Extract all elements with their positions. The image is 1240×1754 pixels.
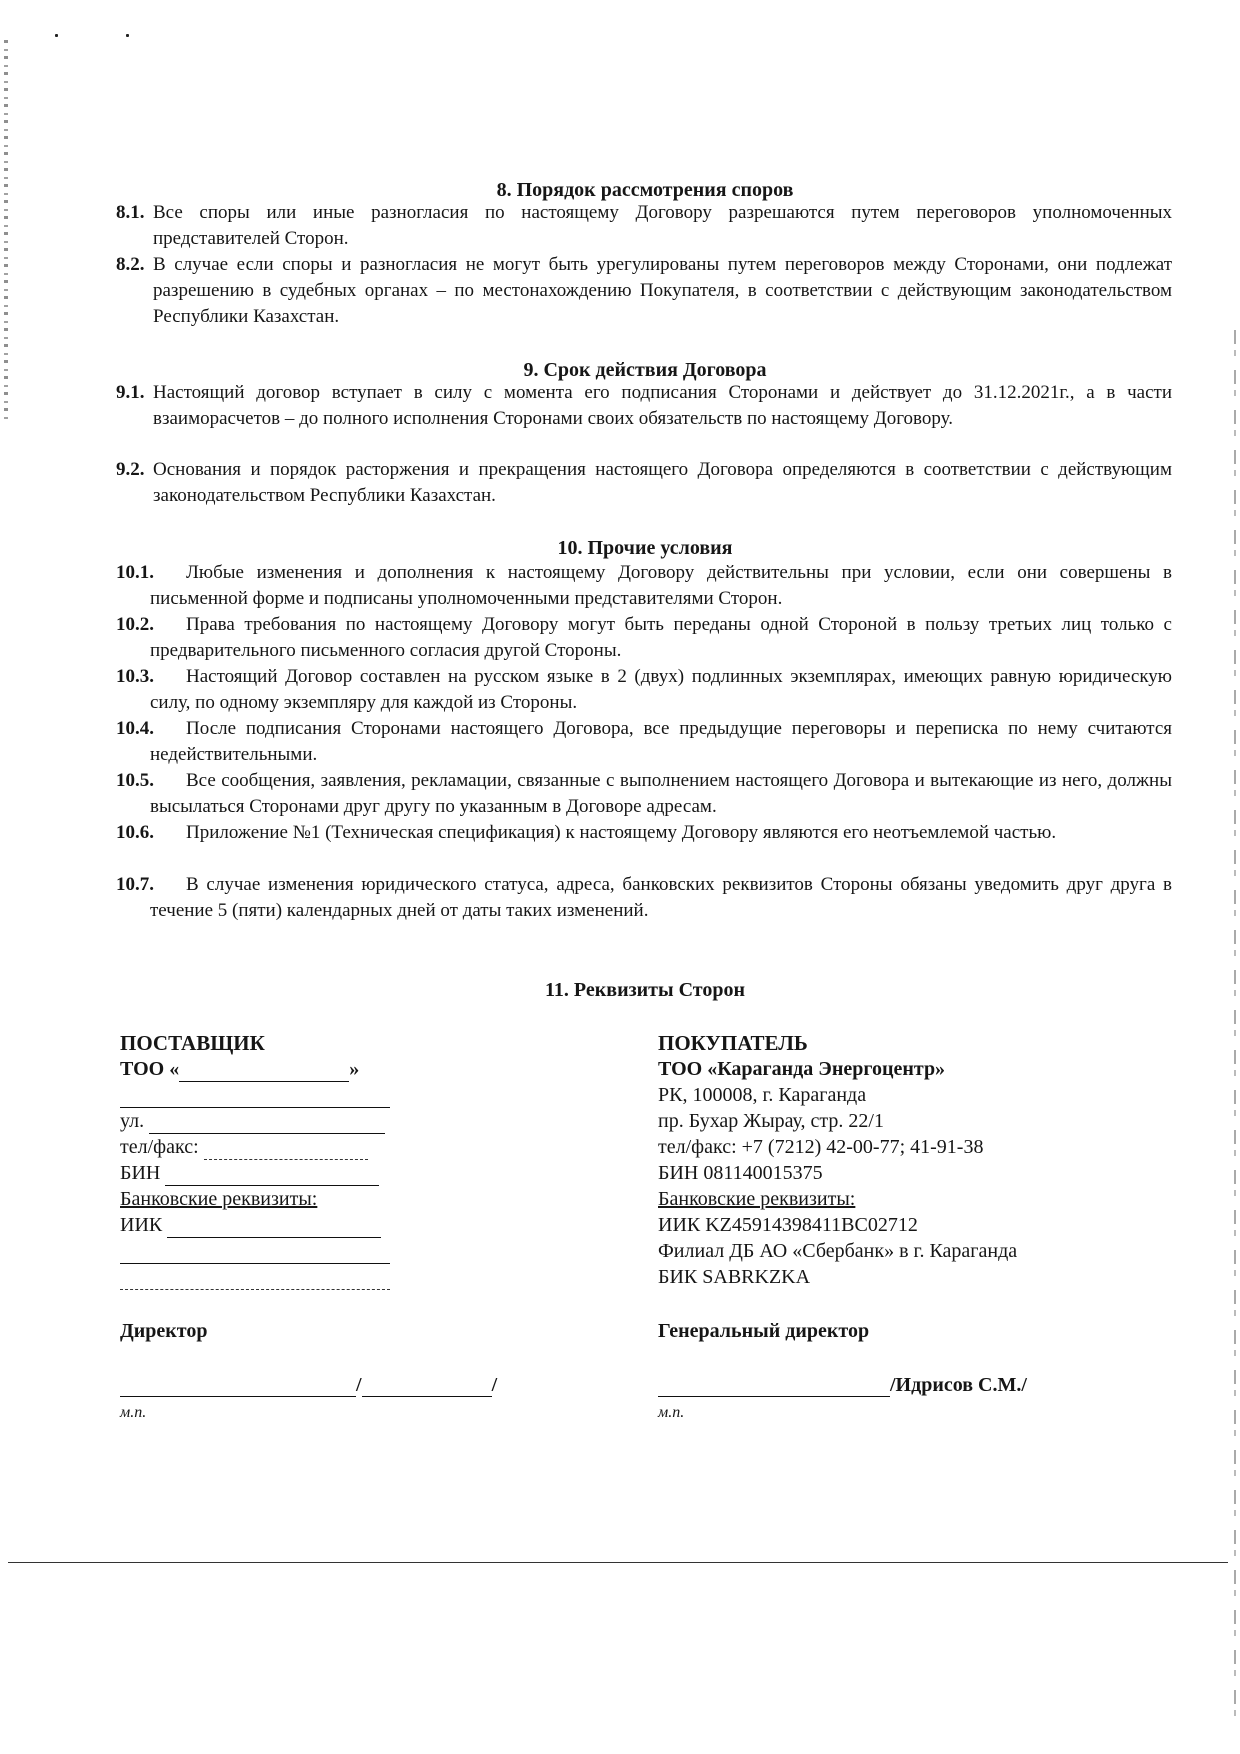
company-suffix: » bbox=[349, 1058, 360, 1080]
supplier-phone-line bbox=[120, 1134, 450, 1160]
buyer-heading: ПОКУПАТЕЛЬ bbox=[658, 1031, 808, 1055]
clause bbox=[116, 457, 1172, 509]
supplier-stamp-mark: м.п. bbox=[120, 1404, 147, 1421]
clause bbox=[116, 252, 1172, 330]
clause bbox=[116, 768, 1172, 820]
buyer-position: Генеральный директор bbox=[658, 1320, 870, 1342]
clause-text: Настоящий Договор составлен на русском языке в 2 (двух) подлинных экземплярах, имеющих равную юридическую силу, по одному экземпляру для каждой из Стороны. bbox=[150, 666, 1172, 713]
scan-speck bbox=[126, 34, 129, 37]
supplier-street-line bbox=[120, 1108, 450, 1134]
clause-number: 8.1. bbox=[116, 202, 145, 223]
clause-text: В случае изменения юридического статуса, адреса, банковских реквизитов Стороны обязаны уведомить друг друга в течение 5 (пяти) календарных дней от даты таких изменений. bbox=[150, 874, 1172, 921]
supplier-signature-field[interactable] bbox=[120, 1396, 356, 1397]
company-prefix: ТОО « bbox=[120, 1058, 180, 1080]
buyer-phone: тел/факс: +7 (7212) 42-00-77; 41-91-38 bbox=[658, 1136, 984, 1158]
buyer-block bbox=[658, 1030, 1118, 1290]
clause-text: Приложение №1 (Техническая спецификация) к настоящему Договору являются его неотъемлемой частью. bbox=[186, 822, 1057, 843]
buyer-city: РК, 100008, г. Караганда bbox=[658, 1084, 867, 1106]
clause bbox=[116, 612, 1172, 664]
clause-text: Любые изменения и дополнения к настоящему Договору действительны при условии, если они совершены в письменной форме и подписаны уполномоченными представителями Сторон. bbox=[150, 562, 1172, 609]
signature-separator: / bbox=[491, 1374, 498, 1396]
supplier-blank-line bbox=[120, 1264, 450, 1290]
iik-label: ИИК bbox=[120, 1214, 163, 1236]
buyer-signature-field[interactable] bbox=[658, 1396, 890, 1397]
supplier-signature-line bbox=[120, 1374, 497, 1397]
section-title: 9. Срок действия Договора bbox=[523, 359, 767, 381]
buyer-signer-name: /Идрисов С.М./ bbox=[890, 1374, 1027, 1396]
bin-label: БИН bbox=[120, 1162, 161, 1184]
blank-field[interactable] bbox=[120, 1289, 390, 1290]
supplier-block bbox=[120, 1030, 450, 1290]
clause bbox=[116, 872, 1172, 924]
supplier-name-field[interactable] bbox=[362, 1396, 492, 1397]
clause bbox=[116, 664, 1172, 716]
buyer-iik: ИИК KZ45914398411BC02712 bbox=[658, 1214, 918, 1236]
buyer-bank: Филиал ДБ АО «Сбербанк» в г. Караганда bbox=[658, 1240, 1018, 1262]
clause bbox=[116, 560, 1172, 612]
phone-label: тел/факс: bbox=[120, 1136, 199, 1158]
clause bbox=[116, 716, 1172, 768]
clause-number: 10.5. bbox=[116, 770, 154, 791]
supplier-iik-line bbox=[120, 1212, 450, 1238]
buyer-company: ТОО «Караганда Энергоцентр» bbox=[658, 1058, 946, 1080]
clause-text: После подписания Сторонами настоящего Договора, все предыдущие переговоры и переписка по нему считаются недействительными. bbox=[150, 718, 1172, 765]
street-label: ул. bbox=[120, 1110, 145, 1132]
clause-number: 10.7. bbox=[116, 874, 154, 895]
buyer-signature-line bbox=[658, 1374, 1027, 1397]
clause-text: Все сообщения, заявления, рекламации, связанные с выполнением настоящего Договора и вытекающие из него, должны высылаться Сторонами друг другу по указанным в Договоре адресам. bbox=[150, 770, 1172, 817]
signature-separator: / bbox=[356, 1374, 362, 1396]
clause-text: Основания и порядок расторжения и прекращения настоящего Договора определяются в соответствии с действующим законодательством Республики Казахстан. bbox=[153, 459, 1172, 506]
supplier-bin-line bbox=[120, 1160, 450, 1186]
buyer-bank-label: Банковские реквизиты: bbox=[658, 1188, 856, 1210]
clause-number: 10.3. bbox=[116, 666, 154, 687]
section-title: 10. Прочие условия bbox=[557, 537, 733, 559]
supplier-blank-line bbox=[120, 1238, 450, 1264]
clause-number: 10.4. bbox=[116, 718, 154, 739]
supplier-bank-label: Банковские реквизиты: bbox=[120, 1188, 318, 1210]
supplier-company-line bbox=[120, 1056, 450, 1082]
clause bbox=[116, 380, 1172, 432]
buyer-address: пр. Бухар Жырау, стр. 22/1 bbox=[658, 1110, 884, 1132]
supplier-position: Директор bbox=[120, 1320, 208, 1342]
supplier-heading: ПОСТАВЩИК bbox=[120, 1031, 265, 1055]
clause-number: 9.2. bbox=[116, 459, 145, 480]
requisites-title: 11. Реквизиты Сторон bbox=[545, 979, 745, 1001]
clause-text: Все споры или иные разногласия по настоящему Договору разрешаются путем переговоров уполномоченных представителей Сторон. bbox=[153, 202, 1172, 249]
buyer-bik: БИК SABRKZKA bbox=[658, 1266, 811, 1288]
clause bbox=[116, 200, 1172, 252]
supplier-blank-line bbox=[120, 1082, 450, 1108]
scan-speck bbox=[55, 34, 58, 37]
section-title: 8. Порядок рассмотрения споров bbox=[496, 179, 794, 201]
clause-text: Настоящий договор вступает в силу с момента его подписания Сторонами и действует до 31.12.2021г., а в части взаиморасчетов – до полного исполнения Сторонами своих обязательств по настоящему Договору. bbox=[153, 382, 1172, 429]
clause-number: 10.1. bbox=[116, 562, 154, 583]
clause-number: 10.6. bbox=[116, 822, 154, 843]
clause-number: 9.1. bbox=[116, 382, 145, 403]
buyer-stamp-mark: м.п. bbox=[658, 1404, 685, 1421]
buyer-bin: БИН 081140015375 bbox=[658, 1162, 823, 1184]
clause-text: В случае если споры и разногласия не могут быть урегулированы путем переговоров между Сторонами, они подлежат разрешению в судебных органах – по местонахождению Покупателя, в соответствии с действующим законодательством Республики Казахстан. bbox=[153, 254, 1172, 327]
clause bbox=[116, 820, 1172, 846]
page-bottom-rule bbox=[8, 1562, 1228, 1563]
clause-text: Права требования по настоящему Договору могут быть переданы одной Стороной в пользу третьих лиц только с предварительного письменного согласия другой Стороны. bbox=[150, 614, 1172, 661]
clause-number: 8.2. bbox=[116, 254, 145, 275]
clause-number: 10.2. bbox=[116, 614, 154, 635]
